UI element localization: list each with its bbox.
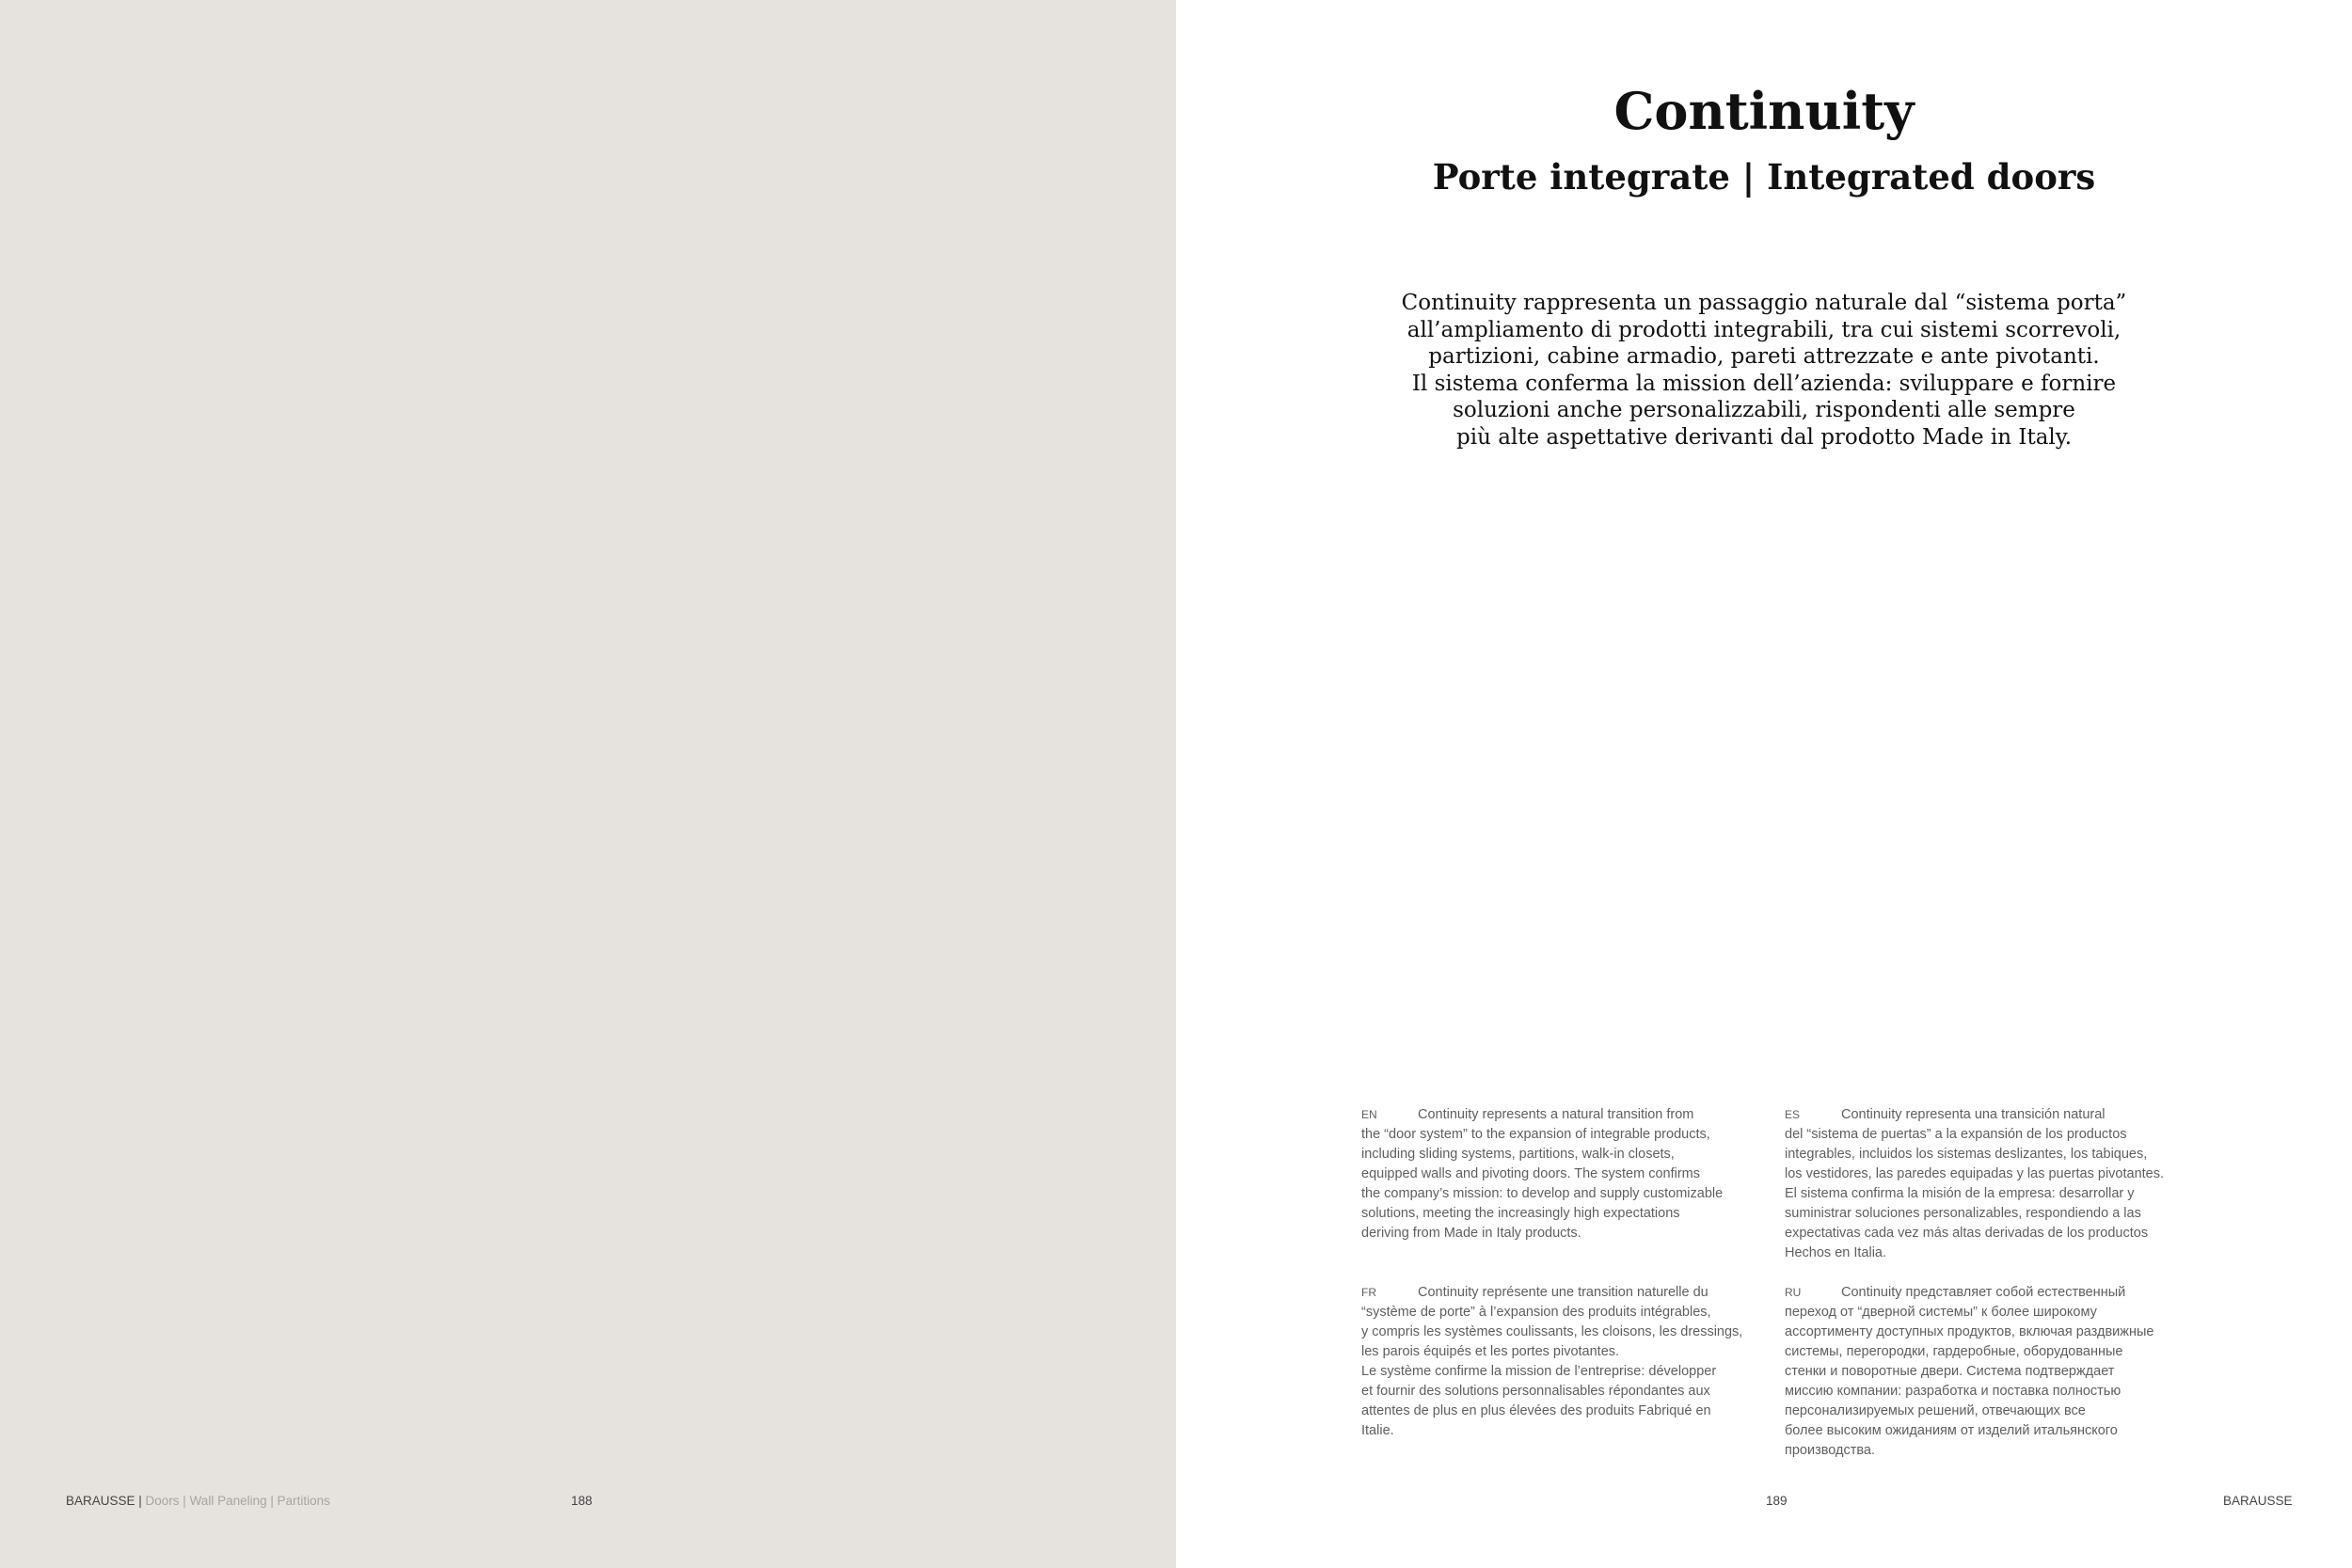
intro-line: all’ampliamento di prodotti integrabili, tra cui sistemi scorrevoli,	[1406, 317, 2122, 342]
intro-line: più alte aspettative derivanti dal prodotto Made in Italy.	[1455, 424, 2073, 450]
translation-line: suministrar soluciones personalizables, respondiendo a las	[1785, 1206, 2141, 1221]
translation-text: Continuity représente une transition naturelle du	[1418, 1285, 1708, 1300]
intro-line: soluzioni anche personalizzabili, rispondenti alle sempre	[1453, 398, 2075, 422]
translation-line: equipped walls and pivoting doors. The system confirms	[1361, 1166, 1701, 1181]
translation-line: “système de porte” à l’expansion des produits intégrables,	[1361, 1305, 1711, 1320]
page-number-right: 189	[1766, 1494, 1788, 1508]
footer-left	[66, 1493, 330, 1510]
translation-text: Continuity representa una transición natural	[1841, 1107, 2106, 1122]
translation-line: et fournir des solutions personnalisables répondantes aux	[1361, 1384, 1710, 1399]
intro-line: Il sistema conferma la mission dell’azienda: sviluppare e fornire	[1411, 371, 2117, 396]
footer-brand: BARAUSSE |	[66, 1494, 142, 1508]
footer-sections: Doors | Wall Paneling | Partitions	[141, 1494, 330, 1508]
translation-line	[1361, 1105, 1789, 1125]
translation-line: переход от “дверной системы” к более широкому	[1785, 1305, 2097, 1320]
translation-line: Italie.	[1361, 1423, 1394, 1438]
page-subtitle: Porte integrate | Integrated doors	[1432, 156, 2096, 198]
translation-line: the company’s mission: to develop and supply customizable	[1361, 1186, 1724, 1201]
translation-line: стенки и поворотные двери. Система подтверждает	[1785, 1364, 2115, 1379]
translation-line: integrables, incluidos los sistemas deslizantes, los tabiques,	[1785, 1147, 2148, 1162]
translation-line: expectativas cada vez más altas derivadas de los productos	[1785, 1226, 2149, 1241]
translation-line: Hechos en Italia.	[1785, 1245, 1887, 1260]
translation-line: les parois équipés et les portes pivotantes.	[1361, 1344, 1620, 1359]
translation-text: Continuity represents a natural transition from	[1418, 1107, 1694, 1122]
translation-line: более высоким ожиданиям от изделий итальянского	[1785, 1423, 2118, 1438]
page-title: Continuity	[1613, 81, 1915, 141]
translation-line: миссию компании: разработка и поставка полностью	[1785, 1384, 2122, 1399]
translation-line	[1785, 1283, 2213, 1303]
language-tag: ES	[1785, 1108, 1801, 1121]
translation-line: системы, перегородки, гардеробные, оборудованные	[1785, 1344, 2123, 1359]
translation-line: the “door system” to the expansion of integrable products,	[1361, 1127, 1710, 1142]
language-tag: RU	[1785, 1286, 1802, 1299]
intro-line: Continuity rappresenta un passaggio naturale dal “sistema porta”	[1401, 291, 2127, 315]
translation-fr	[1361, 1283, 1789, 1441]
translation-line: персонализируемых решений, отвечающих все	[1785, 1403, 2086, 1418]
translation-text: Continuity представляет собой естественный	[1841, 1285, 2126, 1300]
intro-line: partizioni, cabine armadio, pareti attrezzate e ante pivotanti.	[1428, 344, 2100, 369]
translation-line: deriving from Made in Italy products.	[1361, 1226, 1581, 1241]
translation-line: Le système confirme la mission de l’entreprise: développer	[1361, 1364, 1717, 1379]
translation-es	[1785, 1105, 2213, 1263]
translation-line: ассортименту доступных продуктов, включая раздвижные	[1785, 1324, 2154, 1339]
translation-line: including sliding systems, partitions, walk-in closets,	[1361, 1147, 1675, 1162]
language-tag: FR	[1361, 1286, 1376, 1299]
translation-line: del “sistema de puertas” a la expansión de los productos	[1785, 1127, 2127, 1142]
translation-line: solutions, meeting the increasingly high expectations	[1361, 1206, 1680, 1221]
intro-paragraph	[1336, 290, 2192, 451]
translation-line	[1361, 1283, 1789, 1303]
translation-ru	[1785, 1283, 2213, 1461]
footer-brand-right: BARAUSSE	[2223, 1494, 2293, 1508]
translation-line	[1785, 1105, 2213, 1125]
page-number-left: 188	[571, 1494, 593, 1508]
right-page	[1176, 0, 2352, 1568]
translation-line: производства.	[1785, 1443, 1875, 1458]
translation-line: attentes de plus en plus élevées des produits Fabriqué en	[1361, 1403, 1711, 1418]
language-tag: EN	[1361, 1108, 1377, 1121]
translation-line: los vestidores, las paredes equipadas y las puertas pivotantes.	[1785, 1166, 2165, 1181]
translation-en	[1361, 1105, 1789, 1243]
translation-line: El sistema confirma la misión de la empresa: desarrollar y	[1785, 1186, 2135, 1201]
translation-line: y compris les systèmes coulissants, les cloisons, les dressings,	[1361, 1324, 1743, 1339]
